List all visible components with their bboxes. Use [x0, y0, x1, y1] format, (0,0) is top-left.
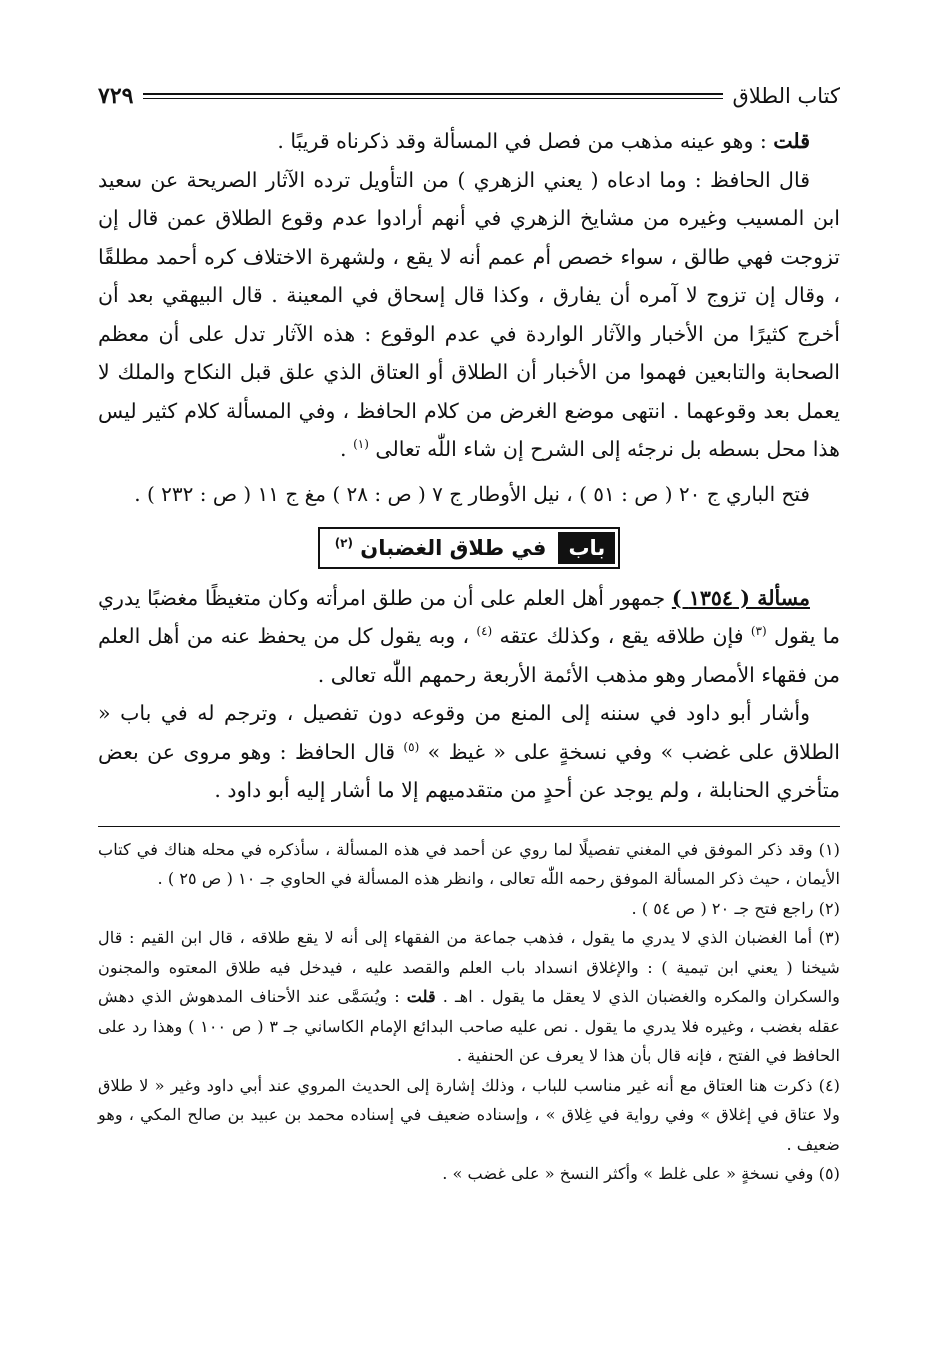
book-page	[98, 78, 840, 1189]
footnote-3-text-a: (٣) أما الغضبان الذي لا يدري ما يقول ، فذهب جماعة من الفقهاء إلى أنه لا يقع طلاقه ، قال ابن القيم : قال شيخنا ( يعني ابن تيمية ) : والإغلاق انسداد باب العلم والقصد عليه ، فيدخل فيه طلاق المعتوه والمجنون والسكران والمكره والغضبان الذي لا يعقل ما يقول . اهـ .	[98, 928, 840, 1006]
reference-line: فتح الباري ج ٢٠ ( ص : ٥١ ) ، نيل الأوطار ج ٧ ( ص : ٢٨ ) مغ ج ١١ ( ص : ٢٣٢ ) .	[134, 481, 810, 506]
masala-text-1: جمهور أهل العلم على أن من طلق امرأته وكان متغيظًا مغضبًا يدري ما يقول	[98, 585, 840, 648]
masala-label: مسألة ( ١٣٥٤ )	[671, 585, 810, 610]
paragraph-text: قال الحافظ : وما ادعاه ( يعني الزهري ) من التأويل ترده الآثار الصريحة عن سعيد ابن المسيب وغيره من مشايخ الزهري في أنهم أرادوا عدم وقوع الطلاق عمن قال إن تزوجت فهي طالق ، سواء خصص أم عمم أنه لا يقع ، ولشهرة الاختلاف كره أحمد مطلقًا ، وقال إن تزوج لا آمره أن يفارق ، وكذا قال إسحاق في المعينة . قال البيهقي بعد أن أخرج كثيرًا من الأخبار والآثار الواردة في عدم الوقوع : هذه الآثار تدل على أن معظم الصحابة والتابعين فهموا من الأخبار أن الطلاق أو العتاق الذي علق قبل النكاح والملك لا يعمل بعد وقوعهما . انتهى موضع الغرض من كلام الحافظ ، وفي المسألة كلام كثير ليس هذا محل بسطه بل نرجئه إلى الشرح إن شاء اللّٰه تعالى	[98, 167, 840, 461]
footnote-1: (١) وقد ذكر الموفق في المغني تفصيلًا لما روي عن أحمد في هذه المسألة ، سأذكره في محله هناك في كتاب الأيمان ، حيث ذكر المسألة الموفق رحمه اللّٰه تعالى ، وانظر هذه المسألة في الحاوي جـ ١٠ ( ص ٢٥ ) .	[98, 839, 840, 888]
chapter-box	[318, 527, 621, 569]
chapter-title	[323, 532, 559, 564]
masala-paragraph	[98, 579, 840, 695]
footnote-ref-4[interactable]: (٤)	[476, 624, 493, 639]
footnote-3	[98, 923, 840, 1071]
footnote-ref-5[interactable]: (٥)	[403, 739, 420, 754]
footnote-3-text-b: : ويُسَمَّى عند الأحناف المدهوش الذي دهش عقله بغضب ، وغيره فلا يدري ما يقول . نص عليه صاحب البدائع الإمام الكاساني جـ ٣ ( ص ١٠٠ ) وهذا رد على الحافظ في الفتح ، فإنه قال بأن هذا لا يعرف عن الحنفية .	[98, 987, 840, 1065]
header-rule	[143, 93, 722, 99]
footnote-3-qultu-label: قلت	[406, 987, 436, 1006]
footnote-5: (٥) وفي نسخةٍ « على غلط » وأكثر النسخ « على غضب » .	[442, 1164, 840, 1183]
paragraph-qultu	[98, 122, 840, 161]
footnote-ref-2[interactable]: (٢)	[334, 535, 353, 550]
abu-dawud-text-2: قال الحافظ : وهو مروى عن بعض متأخري الحنابلة ، ولم يوجد عن أحدٍ من متقدميهم إلا ما أشار إليه أبو داود .	[98, 739, 840, 802]
abu-dawud-text-1: وأشار أبو داود في سننه إلى المنع من وقوعه دون تفصيل ، وترجم له في باب « الطلاق على غضب » وفي نسخةٍ على « غيظ »	[98, 701, 840, 764]
qultu-label: قلت	[773, 129, 810, 153]
footnote-4: (٤) ذكرت هنا العتاق مع أنه غير مناسب للباب ، وذلك إشارة إلى الحديث المروي عند أبي داود وغير « لا طلاق ولا عتاق في إغلاق » وفي رواية في غِلاق » ، وإسناده ضعيف في إسناده محمد بن عبيد بن صالح المكي ، وهو ضعيف .	[98, 1075, 840, 1154]
footnote-ref-3[interactable]: (٣)	[750, 624, 767, 639]
footnote-2: (٢) راجع فتح جـ ٢٠ ( ص ٥٤ ) .	[631, 898, 840, 918]
chapter-bab-label: باب	[558, 532, 615, 564]
chapter-heading	[98, 527, 840, 569]
abu-dawud-paragraph	[98, 694, 840, 810]
page-number: ٧٢٩	[98, 83, 134, 109]
page-header	[98, 78, 840, 114]
chapter-title-text: في طلاق الغضبان	[360, 535, 547, 560]
paragraph-end: .	[340, 437, 354, 461]
footnotes-section	[98, 826, 840, 1189]
masala-text-3: ، وبه يقول كل من يحفظ عنه من أهل العلم من فقهاء الأمصار وهو مذهب الأئمة الأربعة رحمهم اللّٰه تعالى .	[98, 624, 840, 687]
book-title: كتاب الطلاق	[732, 84, 840, 108]
paragraph-text: : وهو عينه مذهب من فصل في المسألة وقد ذكرناه قريبًا .	[277, 129, 774, 153]
masala-text-2: فإن طلاقه يقع ، وكذلك عتقه	[492, 624, 751, 648]
footnote-ref-1[interactable]: (١)	[353, 437, 369, 452]
paragraph-hafiz	[98, 161, 840, 469]
